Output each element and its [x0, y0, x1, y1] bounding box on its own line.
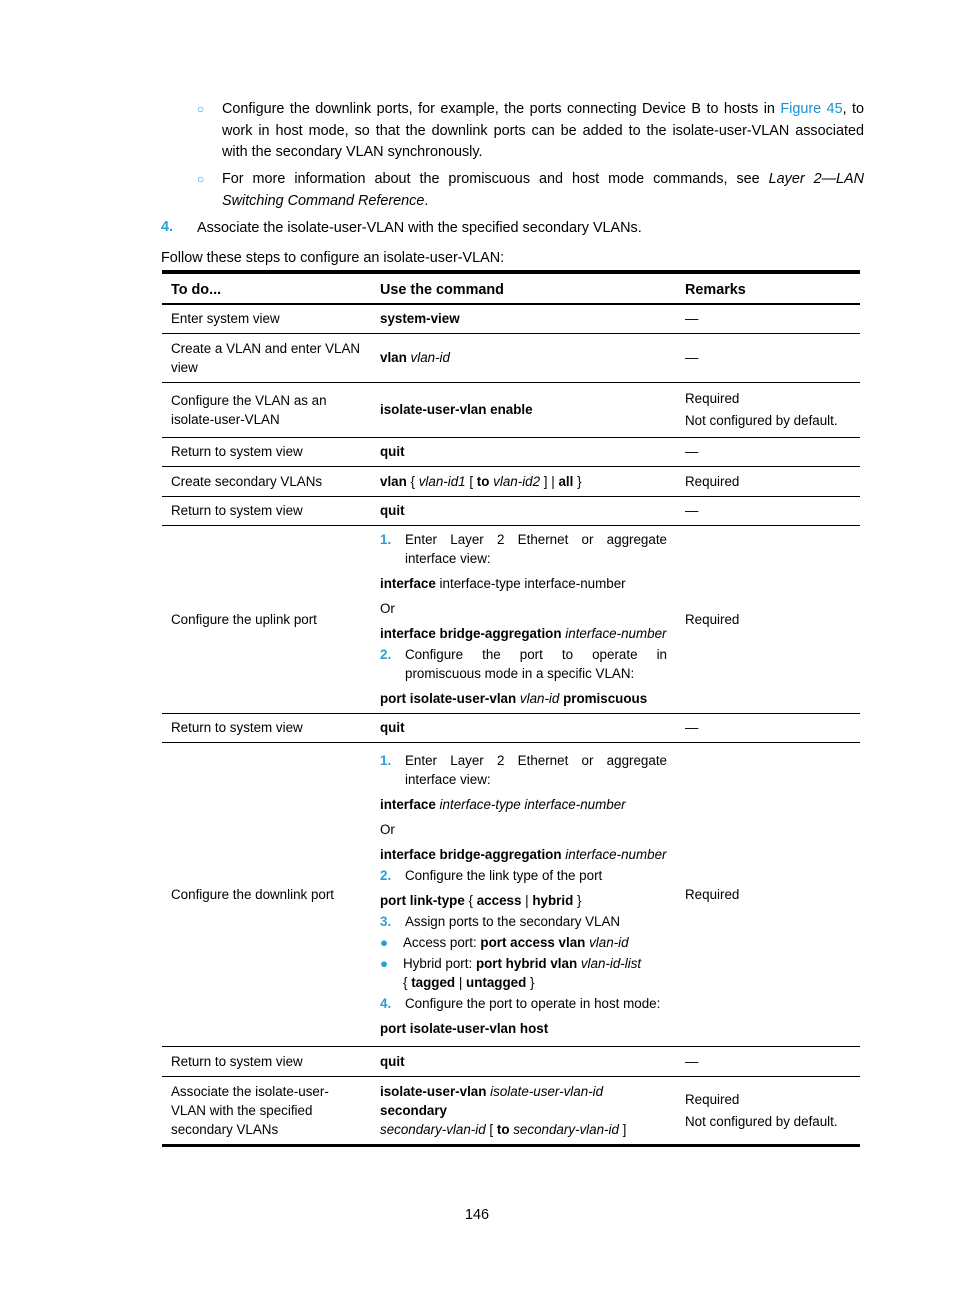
sub-step [380, 994, 667, 1013]
command-keyword: hybrid [532, 892, 574, 908]
command-argument: vlan-id1 [418, 473, 466, 489]
command-cell [371, 466, 676, 496]
command-cell: isolate-user-vlan enable [371, 382, 676, 437]
sub-step-number: 3. [380, 913, 392, 929]
reference-title: Layer 2—LAN Switching Command Reference [222, 171, 864, 209]
remark-cell: — [676, 496, 860, 525]
syntax-brace: { [464, 892, 477, 908]
command-keyword: isolate-user-vlan [380, 1083, 487, 1099]
sub-step-text: Enter Layer 2 Ethernet or aggregate interface view: [405, 752, 667, 787]
command-argument: interface-type interface-number [435, 576, 626, 591]
paragraph-text: . [424, 192, 429, 209]
command-keyword: to [476, 473, 490, 489]
command-cell [371, 525, 676, 713]
sub-step-number: 1. [380, 752, 392, 768]
step-text: Associate the isolate-user-VLAN with the specified secondary VLANs. [197, 220, 642, 236]
command-argument: secondary-vlan-id [380, 1121, 486, 1137]
bullet-circle-icon: ○ [197, 172, 205, 186]
table-row [162, 525, 860, 713]
sub-step-text: Enter Layer 2 Ethernet or aggregate interface view: [405, 532, 667, 566]
command-keyword: port isolate-user-vlan [380, 691, 517, 706]
syntax-bracket: [ [485, 1121, 497, 1137]
remark-cell: Required [676, 525, 860, 713]
todo-cell: Return to system view [162, 437, 371, 466]
command-argument: secondary-vlan-id [513, 1121, 619, 1137]
command-line [380, 624, 667, 643]
todo-cell: Enter system view [162, 304, 371, 333]
table-row [162, 382, 860, 437]
header-todo: To do... [162, 272, 371, 304]
command-line [380, 845, 667, 864]
command-cell: quit [371, 437, 676, 466]
command-argument: vlan-id-list [577, 955, 642, 971]
command-keyword: port access vlan [480, 934, 586, 950]
command-line [380, 891, 667, 910]
command-cell [371, 1076, 676, 1145]
remark-cell: — [676, 437, 860, 466]
command-keyword: vlan [380, 473, 407, 489]
syntax-brace: { [403, 974, 412, 990]
remark-cell: — [676, 1046, 860, 1076]
syntax-separator: | [521, 892, 533, 908]
command-argument: vlan-id [585, 934, 629, 950]
todo-cell: Create secondary VLANs [162, 466, 371, 496]
follow-steps-text: Follow these steps to configure an isolate-user-VLAN: [161, 250, 505, 266]
command-keyword: promiscuous [559, 691, 648, 706]
page-number: 146 [464, 1207, 489, 1223]
todo-cell: Return to system view [162, 713, 371, 742]
syntax-separator: | [455, 974, 467, 990]
sub-step [380, 530, 667, 568]
todo-cell: Create a VLAN and enter VLAN view [162, 333, 371, 382]
remark-cell: — [676, 713, 860, 742]
command-cell: quit [371, 1046, 676, 1076]
or-text: Or [380, 821, 395, 837]
command-keyword: tagged [411, 974, 456, 990]
bullet-item [380, 954, 667, 992]
command-cell: system-view [371, 304, 676, 333]
command-line: port isolate-user-vlan host [380, 1020, 549, 1036]
todo-cell: Return to system view [162, 496, 371, 525]
table-row [162, 1076, 860, 1145]
sub-step-number: 2. [380, 647, 392, 662]
syntax-bracket: ] [618, 1121, 627, 1137]
remark-cell: — [676, 304, 860, 333]
bullet-dot-icon: ● [380, 934, 389, 950]
paragraph-text: For more information about the promiscuous and host mode commands, see [222, 171, 769, 187]
remark-cell: — [676, 333, 860, 382]
command-argument: vlan-id [516, 691, 560, 706]
bullet-dot-icon: ● [380, 955, 389, 971]
syntax-brace: } [573, 892, 582, 908]
sub-step-text: Assign ports to the secondary VLAN [405, 913, 621, 929]
command-keyword: port link-type [380, 892, 465, 908]
remark-cell [676, 382, 860, 437]
bullet-text: Access port: [403, 934, 481, 950]
sub-step [380, 866, 667, 885]
syntax-brace: } [526, 974, 535, 990]
sub-step [380, 912, 667, 931]
table-row [162, 496, 860, 525]
or-text: Or [380, 601, 395, 616]
command-argument: interface-number [561, 846, 667, 862]
command-cell [371, 742, 676, 1046]
command-line [380, 689, 667, 708]
bullet-item [380, 933, 667, 952]
bullet-paragraph-reference [222, 169, 864, 212]
command-cell: quit [371, 713, 676, 742]
todo-cell: Associate the isolate-user-VLAN with the specified secondary VLANs [162, 1076, 371, 1145]
command-keyword: secondary [380, 1102, 447, 1118]
command-argument: interface-number [561, 626, 667, 641]
remark-cell: Required [676, 742, 860, 1046]
header-remarks: Remarks [676, 272, 860, 304]
command-cell: quit [371, 496, 676, 525]
command-keyword: interface [380, 576, 436, 591]
command-keyword: all [558, 473, 574, 489]
todo-cell: Configure the VLAN as an isolate-user-VLAN [162, 382, 371, 437]
bullet-paragraph-downlink [222, 99, 864, 164]
command-argument: vlan-id [410, 350, 450, 365]
command-keyword: interface bridge-aggregation [380, 626, 562, 641]
header-command: Use the command [371, 272, 676, 304]
command-argument: vlan-id2 [493, 473, 541, 489]
figure-link[interactable]: Figure 45 [780, 101, 843, 117]
table-row [162, 713, 860, 742]
command-keyword: interface [380, 796, 436, 812]
command-keyword: interface bridge-aggregation [380, 846, 562, 862]
sub-step-text: Configure the port to operate in host mode: [405, 995, 661, 1011]
sub-step-number: 4. [380, 995, 392, 1011]
syntax-brace: } [573, 473, 582, 489]
bullet-text: Hybrid port: [403, 955, 476, 971]
paragraph-text: , to work in host mode, so that the downlink ports can be added to the isolate-user-VLAN associated with the secondary VLAN synchronously. [222, 101, 865, 160]
command-argument: interface-type interface-number [435, 796, 626, 812]
syntax-bracket: [ [465, 473, 477, 489]
command-cell [371, 333, 676, 382]
command-keyword: untagged [466, 974, 527, 990]
table-header-row [162, 272, 860, 304]
syntax-brace: { [406, 473, 419, 489]
sub-step-number: 2. [380, 867, 392, 883]
table-row [162, 742, 860, 1046]
command-line [380, 574, 667, 593]
table-row [162, 333, 860, 382]
sub-step [380, 751, 667, 789]
table-row [162, 304, 860, 333]
remark-required: Required [685, 1091, 740, 1107]
command-keyword: port hybrid vlan [475, 955, 578, 971]
remark-cell: Required [676, 466, 860, 496]
paragraph-text: Configure the downlink ports, for example, the ports connecting Device B to hosts in [222, 101, 781, 117]
table-row [162, 466, 860, 496]
sub-step-text: Configure the link type of the port [405, 867, 603, 883]
command-keyword: access [476, 892, 522, 908]
todo-cell: Return to system view [162, 1046, 371, 1076]
todo-cell: Configure the uplink port [162, 525, 371, 713]
command-line [380, 795, 667, 814]
sub-step-number: 1. [380, 532, 392, 547]
command-keyword: vlan [380, 350, 407, 365]
sub-step-text: Configure the port to operate in promiscuous mode in a specific VLAN: [405, 647, 667, 681]
todo-cell: Configure the downlink port [162, 742, 371, 1046]
table-row [162, 437, 860, 466]
table-row [162, 1046, 860, 1076]
step-number: 4. [161, 219, 174, 235]
bullet-circle-icon: ○ [197, 102, 205, 116]
remark-required: Required [685, 391, 740, 406]
command-argument: isolate-user-vlan-id [486, 1083, 604, 1099]
sub-step [380, 645, 667, 683]
remark-default: Not configured by default. [685, 413, 838, 428]
remark-cell [676, 1076, 860, 1145]
remark-default: Not configured by default. [685, 1113, 838, 1129]
syntax-separator: ] | [540, 473, 559, 489]
command-table [162, 270, 860, 1147]
command-keyword: to [496, 1121, 510, 1137]
